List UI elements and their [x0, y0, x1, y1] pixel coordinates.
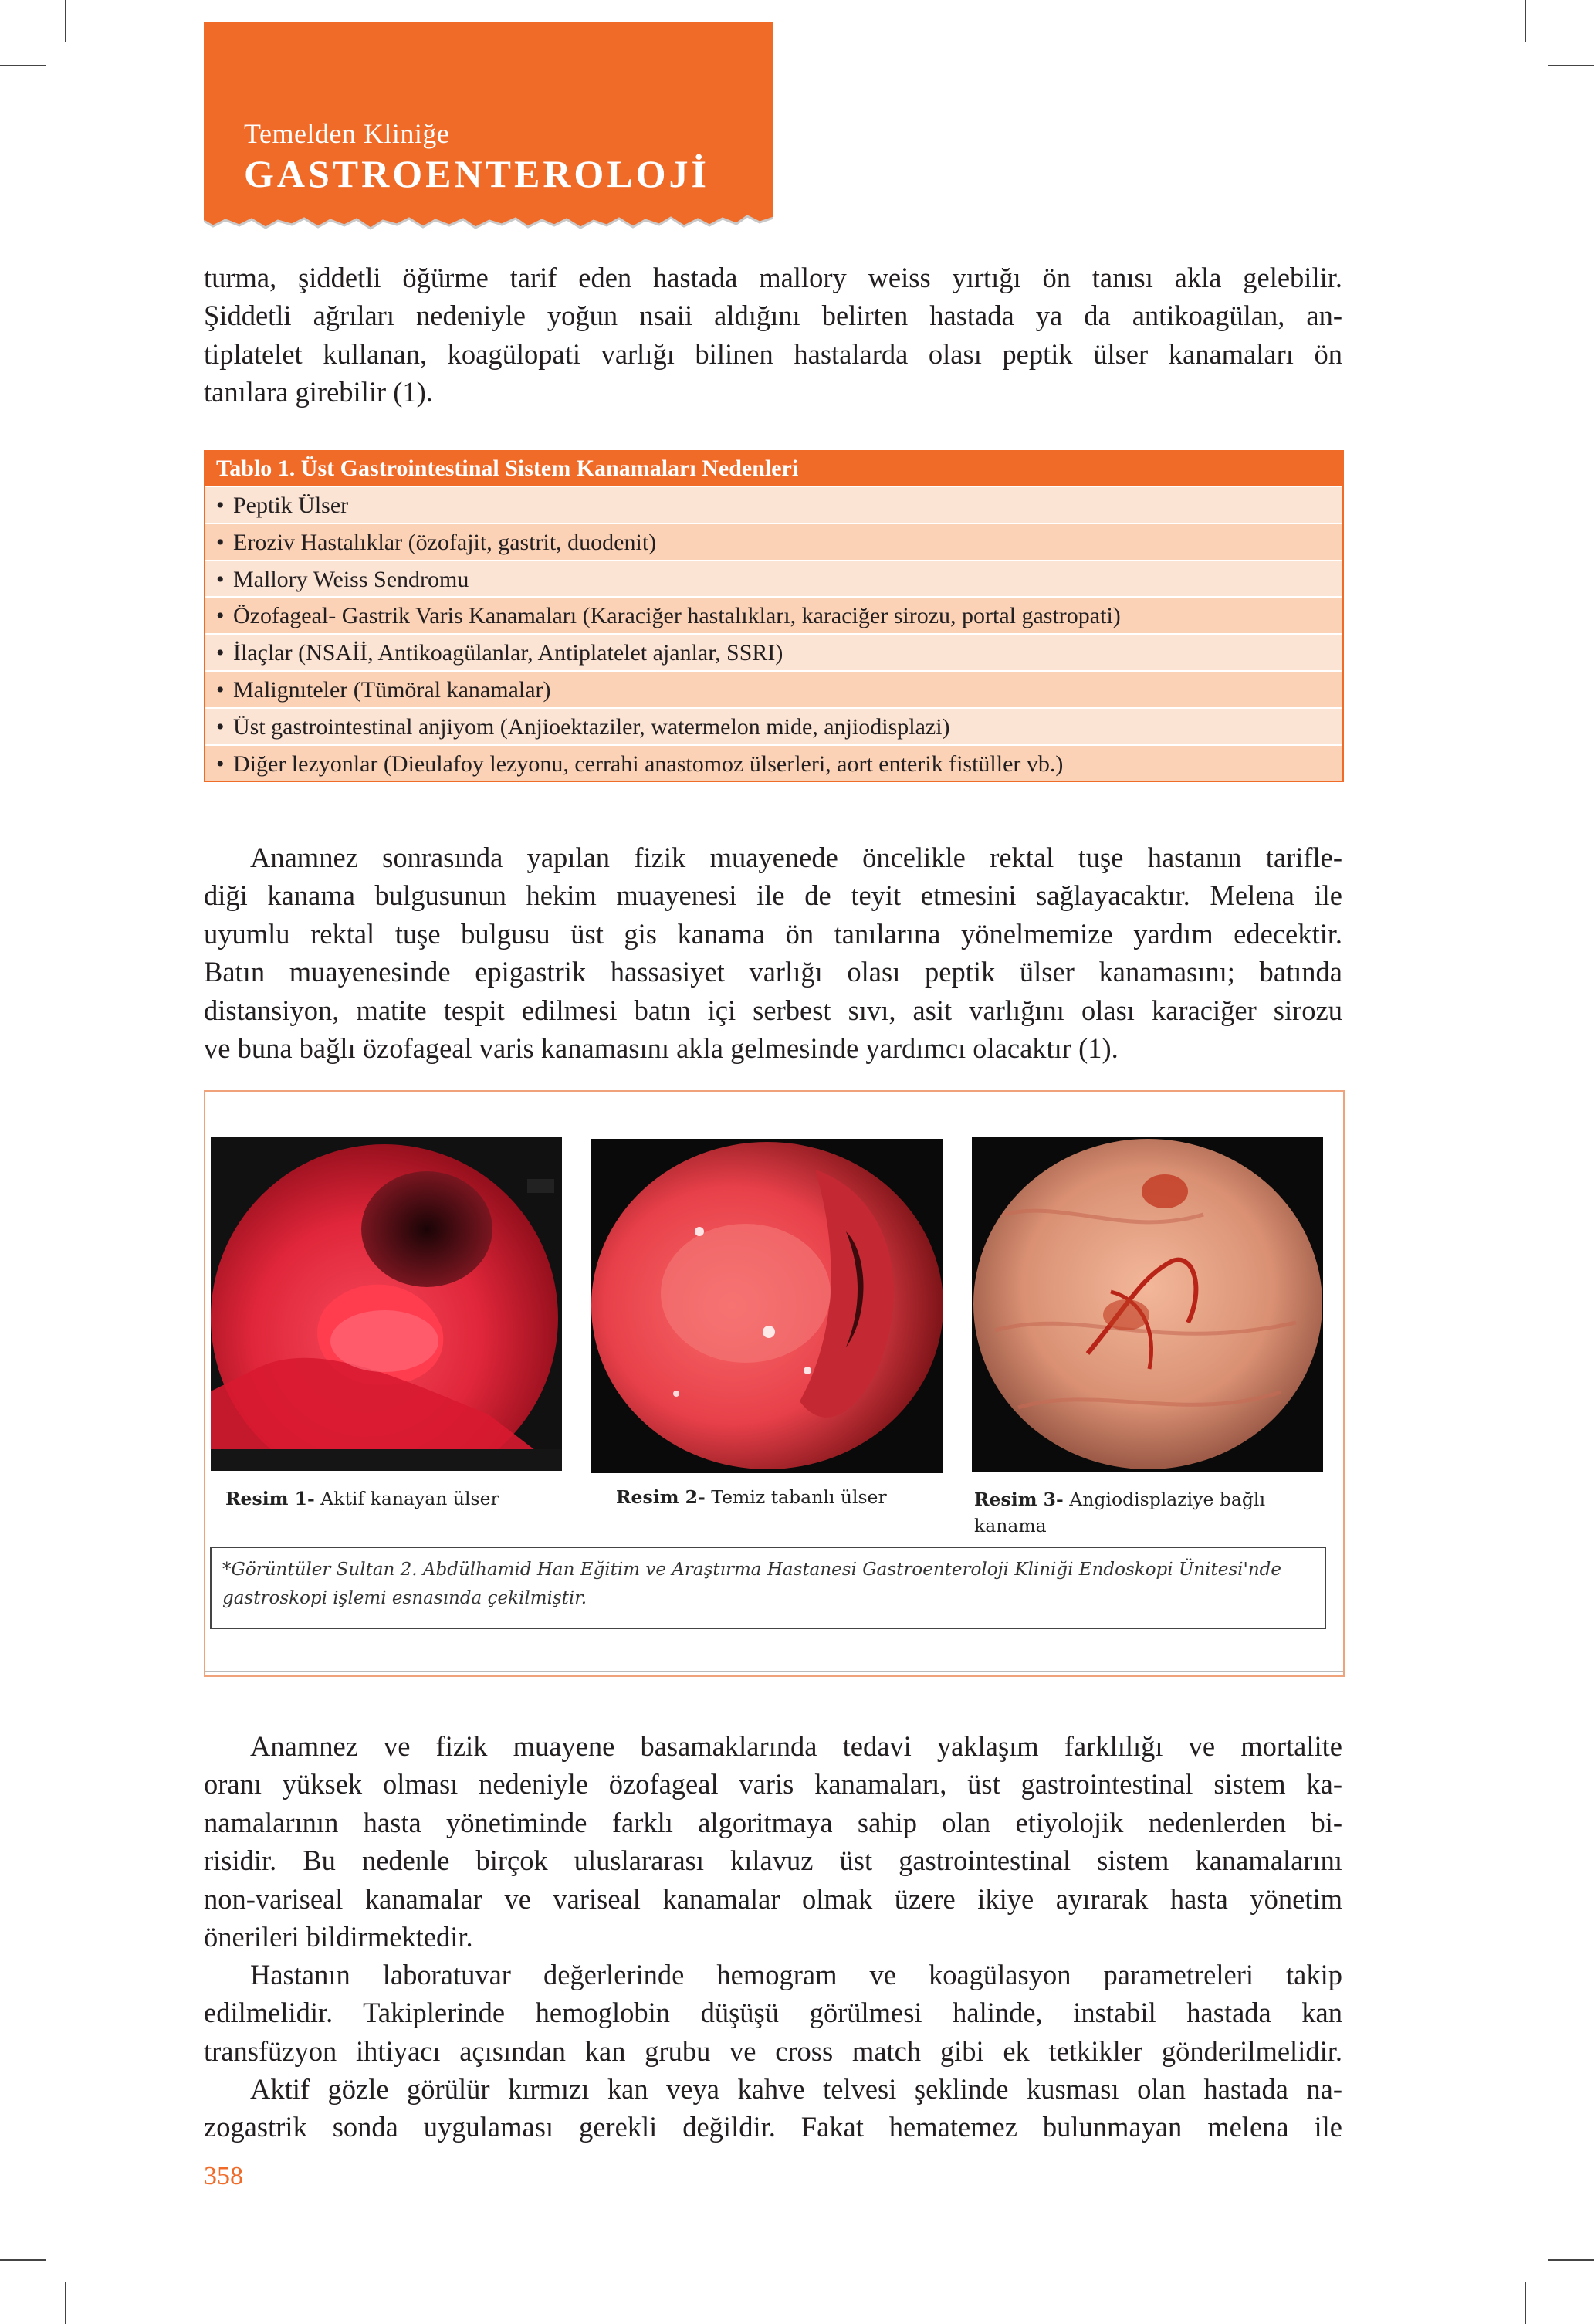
image-source-note [210, 1547, 1326, 1629]
note-line: gastroskopi işlemi esnasında çekilmiştir. [222, 1588, 587, 1608]
crop-mark [65, 2282, 66, 2324]
text-line: Şiddetli ağrıları nedeniyle yoğun nsaii aldığını belirten hastada ya da antikoagülan, an- [204, 300, 1342, 332]
book-title: GASTROENTEROLOJİ [244, 152, 710, 195]
bullet-icon: • [216, 566, 225, 592]
text-line: Hastanın laboratuvar değerlerinde hemogram ve koagülasyon parametreleri takip [250, 1959, 1342, 1990]
crop-mark [0, 65, 46, 66]
text-line: Anamnez sonrasında yapılan fizik muayenede öncelikle rektal tuşe hastanın tarifle- [250, 842, 1342, 873]
crop-mark [1548, 2259, 1594, 2261]
table-row [205, 633, 1342, 670]
endoscopy-image-3 [972, 1137, 1323, 1472]
figure-caption-3 [974, 1486, 1265, 1539]
crop-mark [1525, 2282, 1526, 2324]
crop-mark [1548, 65, 1594, 66]
text-line: Anamnez ve fizik muayene basamaklarında tedavi yaklaşım farklılığı ve mortalite [250, 1730, 1342, 1762]
crop-mark [0, 2259, 46, 2261]
figure-caption-1 [225, 1488, 499, 1509]
crop-mark [1525, 0, 1526, 42]
text-line: transfüzyon ihtiyacı açısından kan grubu ve cross match gibi ek tetkikler gönderilmelidir. [204, 2034, 1342, 2067]
caption-text: Aktif kanayan ülser [320, 1488, 499, 1509]
figure-caption-2 [616, 1486, 887, 1508]
text-line: tanılara girebilir (1). [204, 376, 433, 408]
paragraph-5 [204, 2070, 1342, 2146]
text-line: Batın muayenesinde epigastrik hassasiyet varlığı olası peptik ülser kanamasını; batında [204, 956, 1342, 988]
bullet-icon: • [216, 713, 225, 740]
table-row [205, 523, 1342, 560]
table-row [205, 744, 1342, 781]
text-line: risidir. Bu nedenle birçok uluslararası kılavuz üst gastrointestinal sistem kanamalarını [204, 1845, 1342, 1877]
page-number: 358 [204, 2162, 243, 2190]
caption-text: kanama [974, 1515, 1047, 1536]
text-line: turma, şiddetli öğürme tarif eden hastada mallory weiss yırtığı ön tanısı akla gelebilir. [204, 262, 1342, 293]
text-line: non-variseal kanamalar ve variseal kanamalar olmak üzere ikiye ayırarak hasta yönetim [204, 1882, 1342, 1915]
text-line: diği kanama bulgusunun hekim muayenesi ile de teyit etmesini sağlayacaktır. Melena ile [204, 879, 1342, 912]
endoscopy-image-1 [211, 1137, 562, 1471]
table-cell: Eroziv Hastalıklar (özofajit, gastrit, duodenit) [233, 529, 657, 555]
text-line: namalarının hasta yönetiminde farklı algoritmaya sahip olan etiyolojik nedenlerden bi- [204, 1806, 1342, 1838]
text-line: tiplatelet kullanan, koagülopati varlığı bilinen hastalarda olası peptik ülser kanamaları ön [204, 337, 1342, 370]
text-line: ve buna bağlı özofageal varis kanamasını akla gelmesinde yardımcı olacaktır (1). [204, 1032, 1119, 1065]
caption-label: Resim 3- [974, 1489, 1064, 1510]
bullet-icon: • [216, 493, 225, 518]
caption-text: Temiz tabanlı ülser [711, 1486, 887, 1508]
bullet-icon: • [216, 529, 225, 555]
causes-table [204, 450, 1344, 782]
note-line: *Görüntüler Sultan 2. Abdülhamid Han Eğitim ve Araştırma Hastanesi Gastroenteroloji Kliniği Endoskopi Ünitesi'nde [222, 1560, 1281, 1580]
text-line: önerileri bildirmektedir. [204, 1921, 473, 1953]
table-row [205, 486, 1342, 523]
caption-label: Resim 1- [225, 1488, 315, 1509]
table-cell: Mallory Weiss Sendromu [233, 566, 469, 592]
table-cell: İlaçlar (NSAİİ, Antikoagülanlar, Antiplatelet ajanlar, SSRI) [233, 640, 783, 666]
bullet-icon: • [216, 640, 225, 666]
table-cell: Üst gastrointestinal anjiyom (Anjioektaziler, watermelon mide, anjiodisplazi) [233, 713, 950, 740]
text-line: edilmelidir. Takiplerinde hemoglobin düşüşü görülmesi halinde, instabil hastada kan [204, 1997, 1342, 2029]
banner-torn-edge [204, 207, 773, 238]
text-line: uyumlu rektal tuşe bulgusu üst gis kanama ön tanılarına yönelmemize yardım edecektir. [204, 917, 1342, 950]
table-row [205, 596, 1342, 633]
text-line: Aktif gözle görülür kırmızı kan veya kahve telvesi şeklinde kusması olan hastada na- [250, 2073, 1342, 2105]
table-cell: Özofageal- Gastrik Varis Kanamaları (Karaciğer hastalıkları, karaciğer sirozu, portal gastropati) [233, 603, 1121, 629]
table-caption: Tablo 1. Üst Gastrointestinal Sistem Kanamaları Nedenleri [205, 452, 1342, 486]
table-cell: Peptik Ülser [233, 493, 349, 518]
bullet-icon: • [216, 603, 225, 629]
table-cell: Malignıteler (Tümöral kanamalar) [233, 676, 551, 703]
bullet-icon: • [216, 750, 225, 777]
paragraph-4 [204, 1956, 1342, 2070]
table-row [205, 670, 1342, 707]
table-cell: Diğer lezyonlar (Dieulafoy lezyonu, cerrahi anastomoz ülserleri, aort enterik fistüller vb.) [233, 750, 1064, 777]
paragraph-2 [204, 838, 1342, 1067]
caption-label: Resim 2- [616, 1486, 706, 1508]
table-row [205, 707, 1342, 744]
caption-text: Angiodisplaziye bağlı [1069, 1489, 1265, 1510]
running-title: Temelden Kliniğe [244, 118, 450, 149]
paragraph-3 [204, 1727, 1342, 1956]
crop-mark [65, 0, 66, 42]
endoscopy-image-2 [591, 1139, 943, 1473]
table-row [205, 560, 1342, 597]
text-line: oranı yüksek olması nedeniyle özofageal varis kanamaları, üst gastrointestinal sistem ka- [204, 1768, 1342, 1801]
figure-box-bottom-rule [205, 1671, 1343, 1676]
text-line: distansiyon, matite tespit edilmesi batın içi serbest sıvı, asit varlığını olası karaciğer sirozu [204, 994, 1342, 1026]
bullet-icon: • [216, 676, 225, 703]
paragraph-1 [204, 259, 1342, 412]
text-line: zogastrik sonda uygulaması gerekli değildir. Fakat hematemez bulunmayan melena ile [204, 2111, 1342, 2143]
